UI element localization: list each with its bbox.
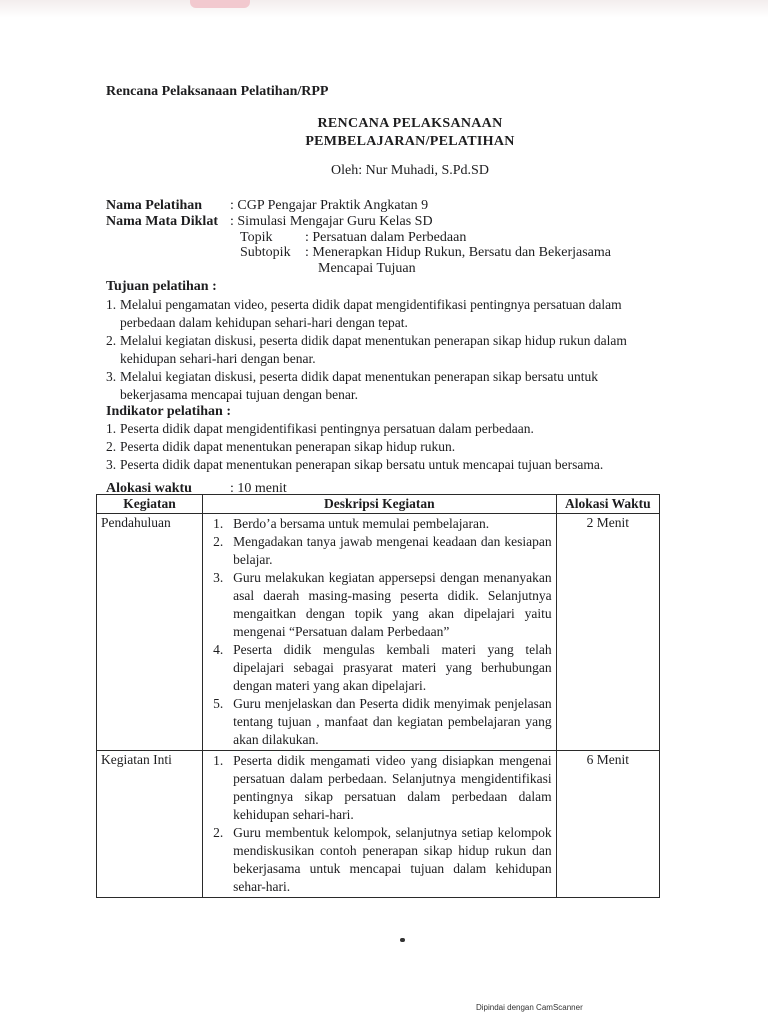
alokasi-label: Alokasi waktu [106, 481, 192, 496]
subtopik-value-cont: Mencapai Tujuan [318, 261, 416, 276]
header-kegiatan: Kegiatan [97, 495, 203, 514]
tujuan-item-number: 1. [106, 297, 117, 312]
activity-item [207, 533, 552, 569]
activity-text: Mengadakan tanya jawab mengenai keadaan dan kesiapan belajar. [233, 534, 552, 567]
indikator-item-number: 1. [106, 421, 117, 436]
kegiatan-table [96, 494, 660, 898]
table-header-row [97, 495, 660, 514]
deskripsi-cell [203, 751, 557, 898]
kegiatan-cell: Kegiatan Inti [97, 751, 203, 898]
indikator-item [106, 420, 666, 438]
indikator-item-number: 3. [106, 457, 117, 472]
indikator-item [106, 456, 666, 474]
activity-text: Guru menjelaskan dan Peserta didik menyimak penjelasan tentang tujuan , manfaat dan kegiatan pembelajaran yang akan dilakukan. [233, 696, 552, 747]
tujuan-item-line: perbedaan dalam kehidupan sehari-hari dengan tepat. [120, 315, 408, 330]
indikator-item-text: Peserta didik dapat mengidentifikasi pentingnya persatuan dalam perbedaan. [120, 421, 534, 436]
waktu-cell: 2 Menit [556, 514, 659, 751]
activity-number: 1. [213, 753, 224, 768]
activity-item [207, 569, 552, 641]
nama-diklat-value: : Simulasi Mengajar Guru Kelas SD [230, 214, 433, 229]
activity-text: Berdo’a bersama untuk memulai pembelajaran. [233, 516, 490, 531]
tujuan-item [106, 296, 666, 332]
activity-number: 3. [213, 570, 224, 585]
author-line: Oleh: Nur Muhadi, S.Pd.SD [331, 163, 489, 178]
activity-item [207, 695, 552, 749]
activity-item [207, 824, 552, 896]
nama-pelatihan-value: : CGP Pengajar Praktik Angkatan 9 [230, 198, 429, 213]
tujuan-item-line: Melalui pengamatan video, peserta didik dapat mengidentifikasi pentingnya persatuan dalam [120, 297, 622, 312]
scanner-watermark: Dipindai dengan CamScanner [476, 1003, 583, 1012]
tujuan-item-number: 2. [106, 333, 117, 348]
tujuan-item-line: kehidupan sehari-hari dengan benar. [120, 351, 316, 366]
activity-number: 4. [213, 642, 224, 657]
pink-mark [190, 0, 250, 8]
indikator-heading: Indikator pelatihan : [106, 404, 231, 419]
indikator-item-text: Peserta didik dapat menentukan penerapan sikap hidup rukun. [120, 439, 456, 454]
subtopik-value: : Menerapkan Hidup Rukun, Bersatu dan Bekerjasama [305, 245, 611, 260]
subtopik-label: Subtopik [240, 245, 291, 260]
nama-pelatihan-label: Nama Pelatihan [106, 198, 203, 213]
activity-item [207, 641, 552, 695]
tujuan-item-line: Melalui kegiatan diskusi, peserta didik dapat menentukan penerapan sikap bersatu untuk [120, 369, 598, 384]
tujuan-item-line: bekerjasama mencapai tujuan dengan benar. [120, 387, 359, 402]
alokasi-value: : 10 menit [230, 481, 287, 496]
topik-label: Topik [240, 230, 273, 245]
tujuan-item-line: Melalui kegiatan diskusi, peserta didik dapat menentukan penerapan sikap hidup rukun dalam [120, 333, 627, 348]
tujuan-list [106, 296, 666, 404]
header-alokasi: Alokasi Waktu [556, 495, 659, 514]
activity-item [207, 752, 552, 824]
document-header: Rencana Pelaksanaan Pelatihan/RPP [106, 84, 329, 99]
title-line-1: RENCANA PELAKSANAAN [317, 116, 503, 131]
activity-number: 5. [213, 696, 224, 711]
activity-item [207, 515, 552, 533]
indikator-item [106, 438, 666, 456]
kegiatan-cell: Pendahuluan [97, 514, 203, 751]
table-row [97, 514, 660, 751]
scan-speck [400, 938, 405, 942]
activity-text: Peserta didik mengamati video yang disiapkan mengenai persatuan dalam perbedaan. Selanjutnya mengidentifikasi pentingnya sikap persatuan dalam perbedaan dalam kehidupan sehari-hari. [233, 753, 552, 822]
top-edge-strip [0, 0, 768, 18]
deskripsi-cell [203, 514, 557, 751]
tujuan-item-number: 3. [106, 369, 117, 384]
indikator-list [106, 420, 666, 474]
indikator-item-number: 2. [106, 439, 117, 454]
nama-diklat-label: Nama Mata Diklat [106, 214, 218, 229]
activity-number: 1. [213, 516, 224, 531]
tujuan-heading: Tujuan pelatihan : [106, 279, 217, 294]
waktu-cell: 6 Menit [556, 751, 659, 898]
table-row [97, 751, 660, 898]
indikator-item-text: Peserta didik dapat menentukan penerapan sikap bersatu untuk mencapai tujuan bersama. [120, 457, 604, 472]
activity-text: Guru membentuk kelompok, selanjutnya setiap kelompok mendiskusikan contoh penerapan sikap hidup rukun dan bekerjasama untuk mencapai tujuan dalam kehidupan sehar-hari. [233, 825, 552, 894]
topik-value: : Persatuan dalam Perbedaan [305, 230, 467, 245]
header-deskripsi: Deskripsi Kegiatan [203, 495, 557, 514]
tujuan-item [106, 368, 666, 404]
activity-number: 2. [213, 534, 224, 549]
tujuan-item [106, 332, 666, 368]
activity-number: 2. [213, 825, 224, 840]
activity-text: Peserta didik mengulas kembali materi yang telah dipelajari sebagai prasyarat materi yang berhubungan dengan materi yang akan dipelajari. [233, 642, 552, 693]
title-line-2: PEMBELAJARAN/PELATIHAN [305, 134, 515, 149]
activity-text: Guru melakukan kegiatan appersepsi dengan menanyakan asal daerah masing-masing peserta didik. Selanjutnya mengaitkan dengan topik yang akan dipelajari yaitu mengenai “Persatuan dalam Perbedaan” [233, 570, 552, 639]
